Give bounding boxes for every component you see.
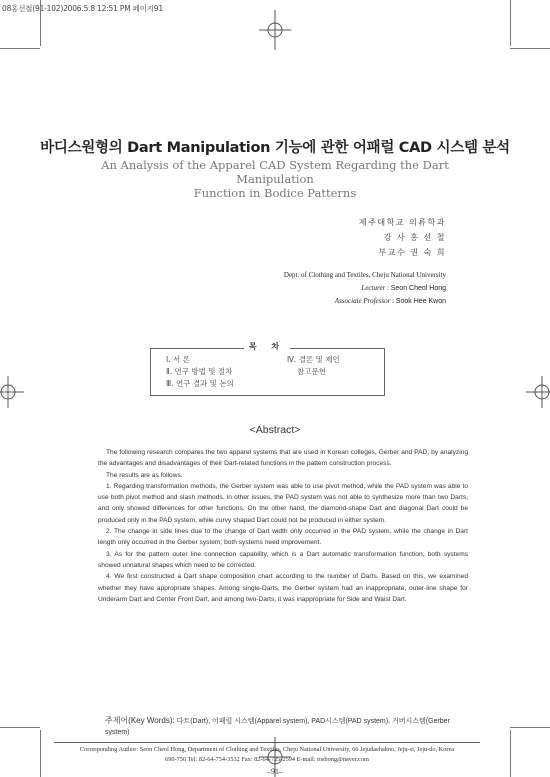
keywords: [105, 715, 470, 738]
author1-ko: 강 사 홍 선 철: [383, 233, 446, 242]
corresponding-author: Corresponding Author: Seon Cheol Hong, Department of Clothing and Textiles, Cheju National University, 66 Jejudaehakno, Jeju-si, Jeju-do, Korea 690-756 Tel: 82-64-754-3532 Fax: 82-64-725-2594 E-mail: tosbong@naver.com: [79, 746, 455, 763]
author2-ko: 부교수 권 숙 희: [378, 248, 446, 257]
page-number: –91–: [267, 767, 283, 776]
affiliation-dept-ko: 제주대학교 의류학과: [358, 218, 446, 227]
toc-item: Ⅱ. 연구 방법 및 절차: [166, 367, 233, 376]
abstract-paragraph: 2. The change in side lines due to the change of Dart width only occurred in the PAD system, while the change in Dart length only occurred in the Gerber system; both systems need improvement.: [98, 528, 468, 547]
toc-item: 참고문헌: [297, 367, 326, 376]
keywords-text: 다트(Dart), 어패럴 시스템(Apparel system), PAD시스템(PAD system), 거버시스템(Gerber system): [105, 718, 450, 736]
running-head: 08홍선철(91-102)2006.5.8 12:51 PM 페이지91: [2, 4, 163, 13]
abstract-paragraph: 4. We first constructed a Dart shape composition chart according to the number of Darts. Based on this, we examined whether they have appropriate shapes. Among single-Darts, the Gerber system had an inappropriate, outer-line shape for Underarm Dart and Center Front Dart, and among two-Darts, it was inappropriate for Side and Waist Dart.: [98, 573, 468, 603]
toc-item: Ⅲ. 연구 결과 및 논의: [166, 379, 234, 388]
abstract-paragraph: 1. Regarding transformation methods, the Gerber system was able to use pivot method, while the PAD system was able to use both pivot method and slash methods. in other issues, the PAD system was not able to synthesize more than two Darts, and only showed differences for other functions. On the other hand, the diamond-shape Dart and diagonal Dart could be produced only in the PAD system, while curvy shaped Dart could not be produced in either system.: [98, 482, 468, 524]
abstract-body: [98, 447, 468, 605]
affiliation-dept-en: Dept. of Clothing and Textiles, Cheju National University: [283, 271, 446, 279]
registration-mark-left-icon: [0, 372, 24, 412]
keywords-label: 주제어(Key Words):: [105, 716, 175, 725]
registration-mark-right-icon: [526, 372, 550, 412]
registration-mark-top-icon: [255, 10, 295, 50]
title-korean: 바디스원형의 Dart Manipulation 기능에 관한 어패럴 CAD 시스템 분석: [40, 140, 510, 156]
title-english: An Analysis of the Apparel CAD System Regarding the Dart Manipulation Function in Bodice Patterns: [101, 158, 449, 200]
abstract-paragraph: The results are as follows.: [106, 471, 183, 479]
toc-item: Ⅳ. 결론 및 제언: [287, 355, 340, 364]
toc-item: Ⅰ. 서 론: [166, 355, 190, 364]
footnote-divider: [54, 742, 480, 743]
abstract-paragraph: 3. As for the pattern outer line connection capability, which is a Dart automatic transformation function, both systems showed unnatural shapes which need to be corrected.: [98, 550, 468, 569]
abstract-heading: <Abstract>: [249, 424, 301, 436]
toc-title: 목 차: [244, 341, 290, 352]
author1-en: Lecturer : Seon Cheol Hong: [361, 284, 446, 292]
abstract-paragraph: The following research compares the two apparel systems that are used in Korean colleges, Gerber and PAD, by analyzing the advantages and disadvantages of their Dart-related functions in the pattern construction process.: [98, 449, 468, 468]
author2-en: Associate Professor : Sook Hee Kwon: [334, 297, 446, 305]
